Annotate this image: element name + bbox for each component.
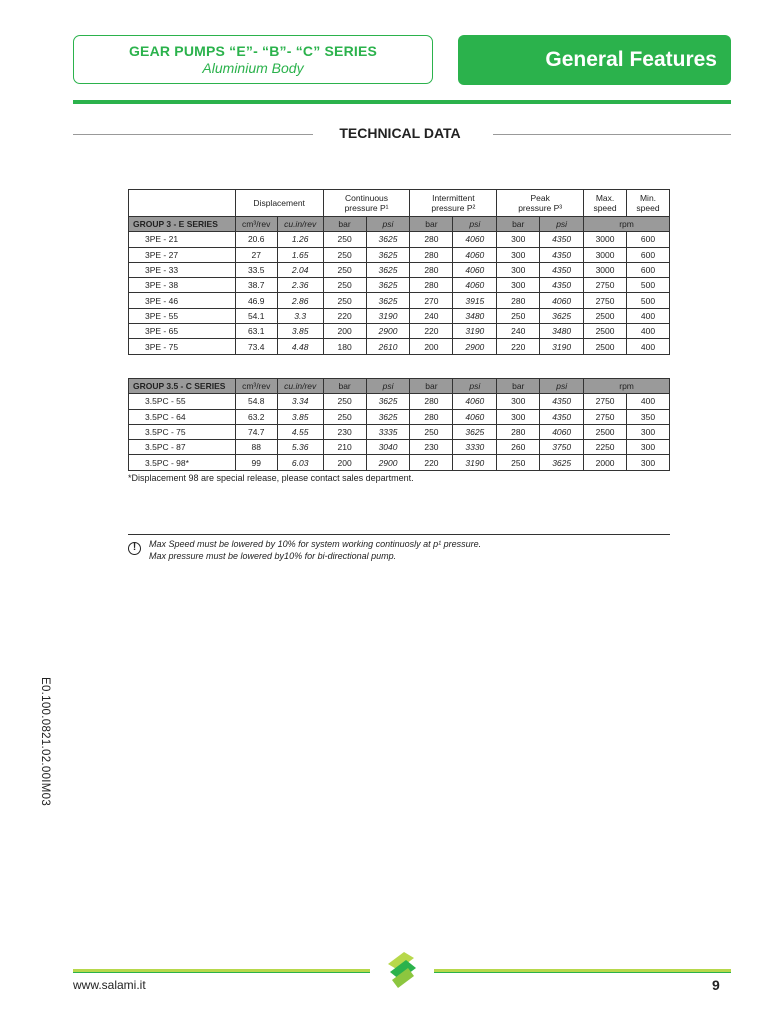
footer-rule-right-accent (434, 972, 731, 973)
model-cell: 3.5PC - 87 (129, 440, 236, 455)
value-cell: 3625 (540, 455, 584, 470)
model-cell: 3.5PC - 55 (129, 394, 236, 409)
page-number: 9 (712, 977, 720, 993)
footnote: *Displacement 98 are special release, please contact sales department. (128, 473, 414, 483)
table-body (129, 232, 670, 354)
warning-divider (128, 534, 670, 535)
table-row (129, 232, 670, 247)
value-cell: 33.5 (235, 262, 277, 277)
value-cell: 2900 (453, 339, 497, 354)
value-cell: 220 (497, 339, 540, 354)
value-cell: 46.9 (235, 293, 277, 308)
value-cell: 280 (410, 394, 453, 409)
warning-note (149, 538, 481, 562)
warning-line-2: Max pressure must be lowered by10% for bi-directional pump. (149, 551, 397, 561)
value-cell: 300 (497, 247, 540, 262)
value-cell: 99 (235, 455, 277, 470)
value-cell: 280 (497, 424, 540, 439)
value-cell: 63.2 (235, 409, 277, 424)
value-cell: 3625 (366, 394, 410, 409)
unit-bar: bar (323, 217, 366, 232)
value-cell: 4060 (453, 409, 497, 424)
value-cell: 3625 (366, 247, 410, 262)
value-cell: 300 (627, 440, 670, 455)
model-cell: 3PE - 75 (129, 339, 236, 354)
table-row (129, 440, 670, 455)
value-cell: 4060 (453, 394, 497, 409)
value-cell: 3625 (453, 424, 497, 439)
unit-cuin: cu.in/rev (277, 217, 323, 232)
unit-rpm: rpm (584, 379, 670, 394)
model-cell: 3.5PC - 75 (129, 424, 236, 439)
value-cell: 3190 (453, 324, 497, 339)
value-cell: 400 (627, 324, 670, 339)
value-cell: 280 (497, 293, 540, 308)
unit-psi: psi (540, 379, 584, 394)
value-cell: 280 (410, 278, 453, 293)
value-cell: 2900 (366, 324, 410, 339)
unit-bar: bar (497, 217, 540, 232)
value-cell: 250 (323, 247, 366, 262)
model-cell: 3PE - 46 (129, 293, 236, 308)
min-speed-header: Min. speed (627, 190, 670, 217)
model-cell: 3PE - 55 (129, 308, 236, 323)
continuous-pressure-header: Continuous pressure P¹ (323, 190, 410, 217)
value-cell: 600 (627, 262, 670, 277)
value-cell: 3330 (453, 440, 497, 455)
value-cell: 3625 (366, 293, 410, 308)
salami-logo-icon (384, 950, 420, 990)
value-cell: 250 (497, 308, 540, 323)
unit-cuin: cu.in/rev (277, 379, 323, 394)
table-row (129, 262, 670, 277)
value-cell: 20.6 (235, 232, 277, 247)
table-row (129, 394, 670, 409)
value-cell: 3000 (584, 247, 627, 262)
model-cell: 3.5PC - 64 (129, 409, 236, 424)
document-subtitle: Aluminium Body (202, 60, 304, 76)
value-cell: 230 (323, 424, 366, 439)
blank-header-cell (129, 190, 236, 217)
value-cell: 240 (497, 324, 540, 339)
document-title: GEAR PUMPS “E”- “B”- “C” SERIES (128, 43, 378, 59)
exclamation-icon: ! (128, 542, 141, 555)
table-row (129, 455, 670, 470)
value-cell: 3480 (540, 324, 584, 339)
value-cell: 300 (627, 424, 670, 439)
value-cell: 4350 (540, 232, 584, 247)
website-link[interactable]: www.salami.it (73, 978, 146, 992)
header-divider (73, 100, 731, 104)
value-cell: 3000 (584, 232, 627, 247)
value-cell: 200 (410, 339, 453, 354)
model-cell: 3PE - 33 (129, 262, 236, 277)
value-cell: 38.7 (235, 278, 277, 293)
table-row (129, 424, 670, 439)
value-cell: 2610 (366, 339, 410, 354)
value-cell: 3000 (584, 262, 627, 277)
value-cell: 3750 (540, 440, 584, 455)
value-cell: 3190 (453, 455, 497, 470)
value-cell: 3190 (540, 339, 584, 354)
value-cell: 4.48 (277, 339, 323, 354)
value-cell: 4060 (540, 424, 584, 439)
value-cell: 230 (410, 440, 453, 455)
value-cell: 2500 (584, 324, 627, 339)
model-cell: 3PE - 27 (129, 247, 236, 262)
value-cell: 600 (627, 232, 670, 247)
value-cell: 27 (235, 247, 277, 262)
group-header-row (129, 217, 670, 232)
value-cell: 3625 (366, 278, 410, 293)
table-row (129, 339, 670, 354)
value-cell: 2.86 (277, 293, 323, 308)
value-cell: 2250 (584, 440, 627, 455)
value-cell: 3.34 (277, 394, 323, 409)
table-row (129, 278, 670, 293)
value-cell: 280 (410, 247, 453, 262)
warning-line-1: Max Speed must be lowered by 10% for system working continuosly at p¹ pressure. (149, 539, 482, 549)
technical-data-table-e (128, 189, 670, 355)
value-cell: 180 (323, 339, 366, 354)
group-name: GROUP 3 - E SERIES (129, 217, 236, 232)
value-cell: 220 (323, 308, 366, 323)
value-cell: 4350 (540, 262, 584, 277)
value-cell: 220 (410, 324, 453, 339)
unit-bar: bar (497, 379, 540, 394)
value-cell: 3190 (366, 308, 410, 323)
value-cell: 3.85 (277, 324, 323, 339)
group-header-row (129, 379, 670, 394)
value-cell: 2.04 (277, 262, 323, 277)
value-cell: 5.36 (277, 440, 323, 455)
table-row (129, 409, 670, 424)
table-row (129, 293, 670, 308)
general-features-banner: General Features (458, 35, 731, 85)
value-cell: 88 (235, 440, 277, 455)
group-name: GROUP 3.5 - C SERIES (129, 379, 236, 394)
intermittent-pressure-header: Intermittent pressure P² (410, 190, 497, 217)
value-cell: 200 (323, 455, 366, 470)
table-header-row (129, 190, 670, 217)
unit-rpm: rpm (584, 217, 670, 232)
value-cell: 250 (410, 424, 453, 439)
value-cell: 73.4 (235, 339, 277, 354)
table-row (129, 247, 670, 262)
unit-bar: bar (410, 217, 453, 232)
value-cell: 2500 (584, 339, 627, 354)
unit-psi: psi (366, 379, 410, 394)
value-cell: 260 (497, 440, 540, 455)
value-cell: 250 (323, 293, 366, 308)
value-cell: 400 (627, 339, 670, 354)
document-code: E0.100.0821.02.00IM03 (39, 677, 51, 807)
value-cell: 4060 (453, 247, 497, 262)
unit-cm3: cm³/rev (235, 379, 277, 394)
table-row (129, 308, 670, 323)
value-cell: 2750 (584, 293, 627, 308)
unit-psi: psi (540, 217, 584, 232)
value-cell: 74.7 (235, 424, 277, 439)
value-cell: 3.3 (277, 308, 323, 323)
value-cell: 300 (497, 262, 540, 277)
value-cell: 1.26 (277, 232, 323, 247)
footer-rule-left-accent (73, 972, 370, 973)
value-cell: 280 (410, 409, 453, 424)
displacement-header: Displacement (235, 190, 323, 217)
value-cell: 400 (627, 394, 670, 409)
value-cell: 280 (410, 262, 453, 277)
value-cell: 54.1 (235, 308, 277, 323)
model-cell: 3PE - 65 (129, 324, 236, 339)
value-cell: 240 (410, 308, 453, 323)
value-cell: 250 (497, 455, 540, 470)
value-cell: 2.36 (277, 278, 323, 293)
value-cell: 4350 (540, 394, 584, 409)
value-cell: 280 (410, 232, 453, 247)
value-cell: 4060 (453, 262, 497, 277)
value-cell: 250 (323, 262, 366, 277)
value-cell: 4060 (540, 293, 584, 308)
value-cell: 600 (627, 247, 670, 262)
value-cell: 54.8 (235, 394, 277, 409)
value-cell: 3480 (453, 308, 497, 323)
value-cell: 2500 (584, 424, 627, 439)
value-cell: 250 (323, 394, 366, 409)
value-cell: 4060 (453, 232, 497, 247)
value-cell: 3625 (366, 409, 410, 424)
value-cell: 1.65 (277, 247, 323, 262)
value-cell: 3625 (366, 232, 410, 247)
value-cell: 300 (497, 278, 540, 293)
unit-psi: psi (366, 217, 410, 232)
value-cell: 2500 (584, 308, 627, 323)
document-title-box (73, 35, 433, 84)
value-cell: 4060 (453, 278, 497, 293)
value-cell: 300 (497, 394, 540, 409)
technical-data-table-c (128, 378, 670, 471)
table-body (129, 394, 670, 470)
value-cell: 220 (410, 455, 453, 470)
unit-psi: psi (453, 379, 497, 394)
unit-bar: bar (410, 379, 453, 394)
table-row (129, 324, 670, 339)
value-cell: 300 (497, 409, 540, 424)
unit-psi: psi (453, 217, 497, 232)
value-cell: 2750 (584, 409, 627, 424)
value-cell: 300 (627, 455, 670, 470)
unit-cm3: cm³/rev (235, 217, 277, 232)
value-cell: 63.1 (235, 324, 277, 339)
value-cell: 2750 (584, 278, 627, 293)
value-cell: 250 (323, 278, 366, 293)
unit-bar: bar (323, 379, 366, 394)
value-cell: 3.85 (277, 409, 323, 424)
value-cell: 2900 (366, 455, 410, 470)
model-cell: 3.5PC - 98* (129, 455, 236, 470)
value-cell: 3915 (453, 293, 497, 308)
value-cell: 300 (497, 232, 540, 247)
value-cell: 4.55 (277, 424, 323, 439)
value-cell: 3625 (540, 308, 584, 323)
value-cell: 250 (323, 409, 366, 424)
value-cell: 400 (627, 308, 670, 323)
value-cell: 270 (410, 293, 453, 308)
model-cell: 3PE - 21 (129, 232, 236, 247)
max-speed-header: Max. speed (584, 190, 627, 217)
value-cell: 3625 (366, 262, 410, 277)
value-cell: 3040 (366, 440, 410, 455)
value-cell: 200 (323, 324, 366, 339)
peak-pressure-header: Peak pressure P³ (497, 190, 584, 217)
value-cell: 350 (627, 409, 670, 424)
value-cell: 4350 (540, 409, 584, 424)
value-cell: 2750 (584, 394, 627, 409)
section-title: TECHNICAL DATA (339, 125, 461, 141)
value-cell: 2000 (584, 455, 627, 470)
value-cell: 500 (627, 278, 670, 293)
value-cell: 6.03 (277, 455, 323, 470)
value-cell: 210 (323, 440, 366, 455)
model-cell: 3PE - 38 (129, 278, 236, 293)
value-cell: 250 (323, 232, 366, 247)
value-cell: 500 (627, 293, 670, 308)
value-cell: 4350 (540, 278, 584, 293)
value-cell: 3335 (366, 424, 410, 439)
value-cell: 4350 (540, 247, 584, 262)
